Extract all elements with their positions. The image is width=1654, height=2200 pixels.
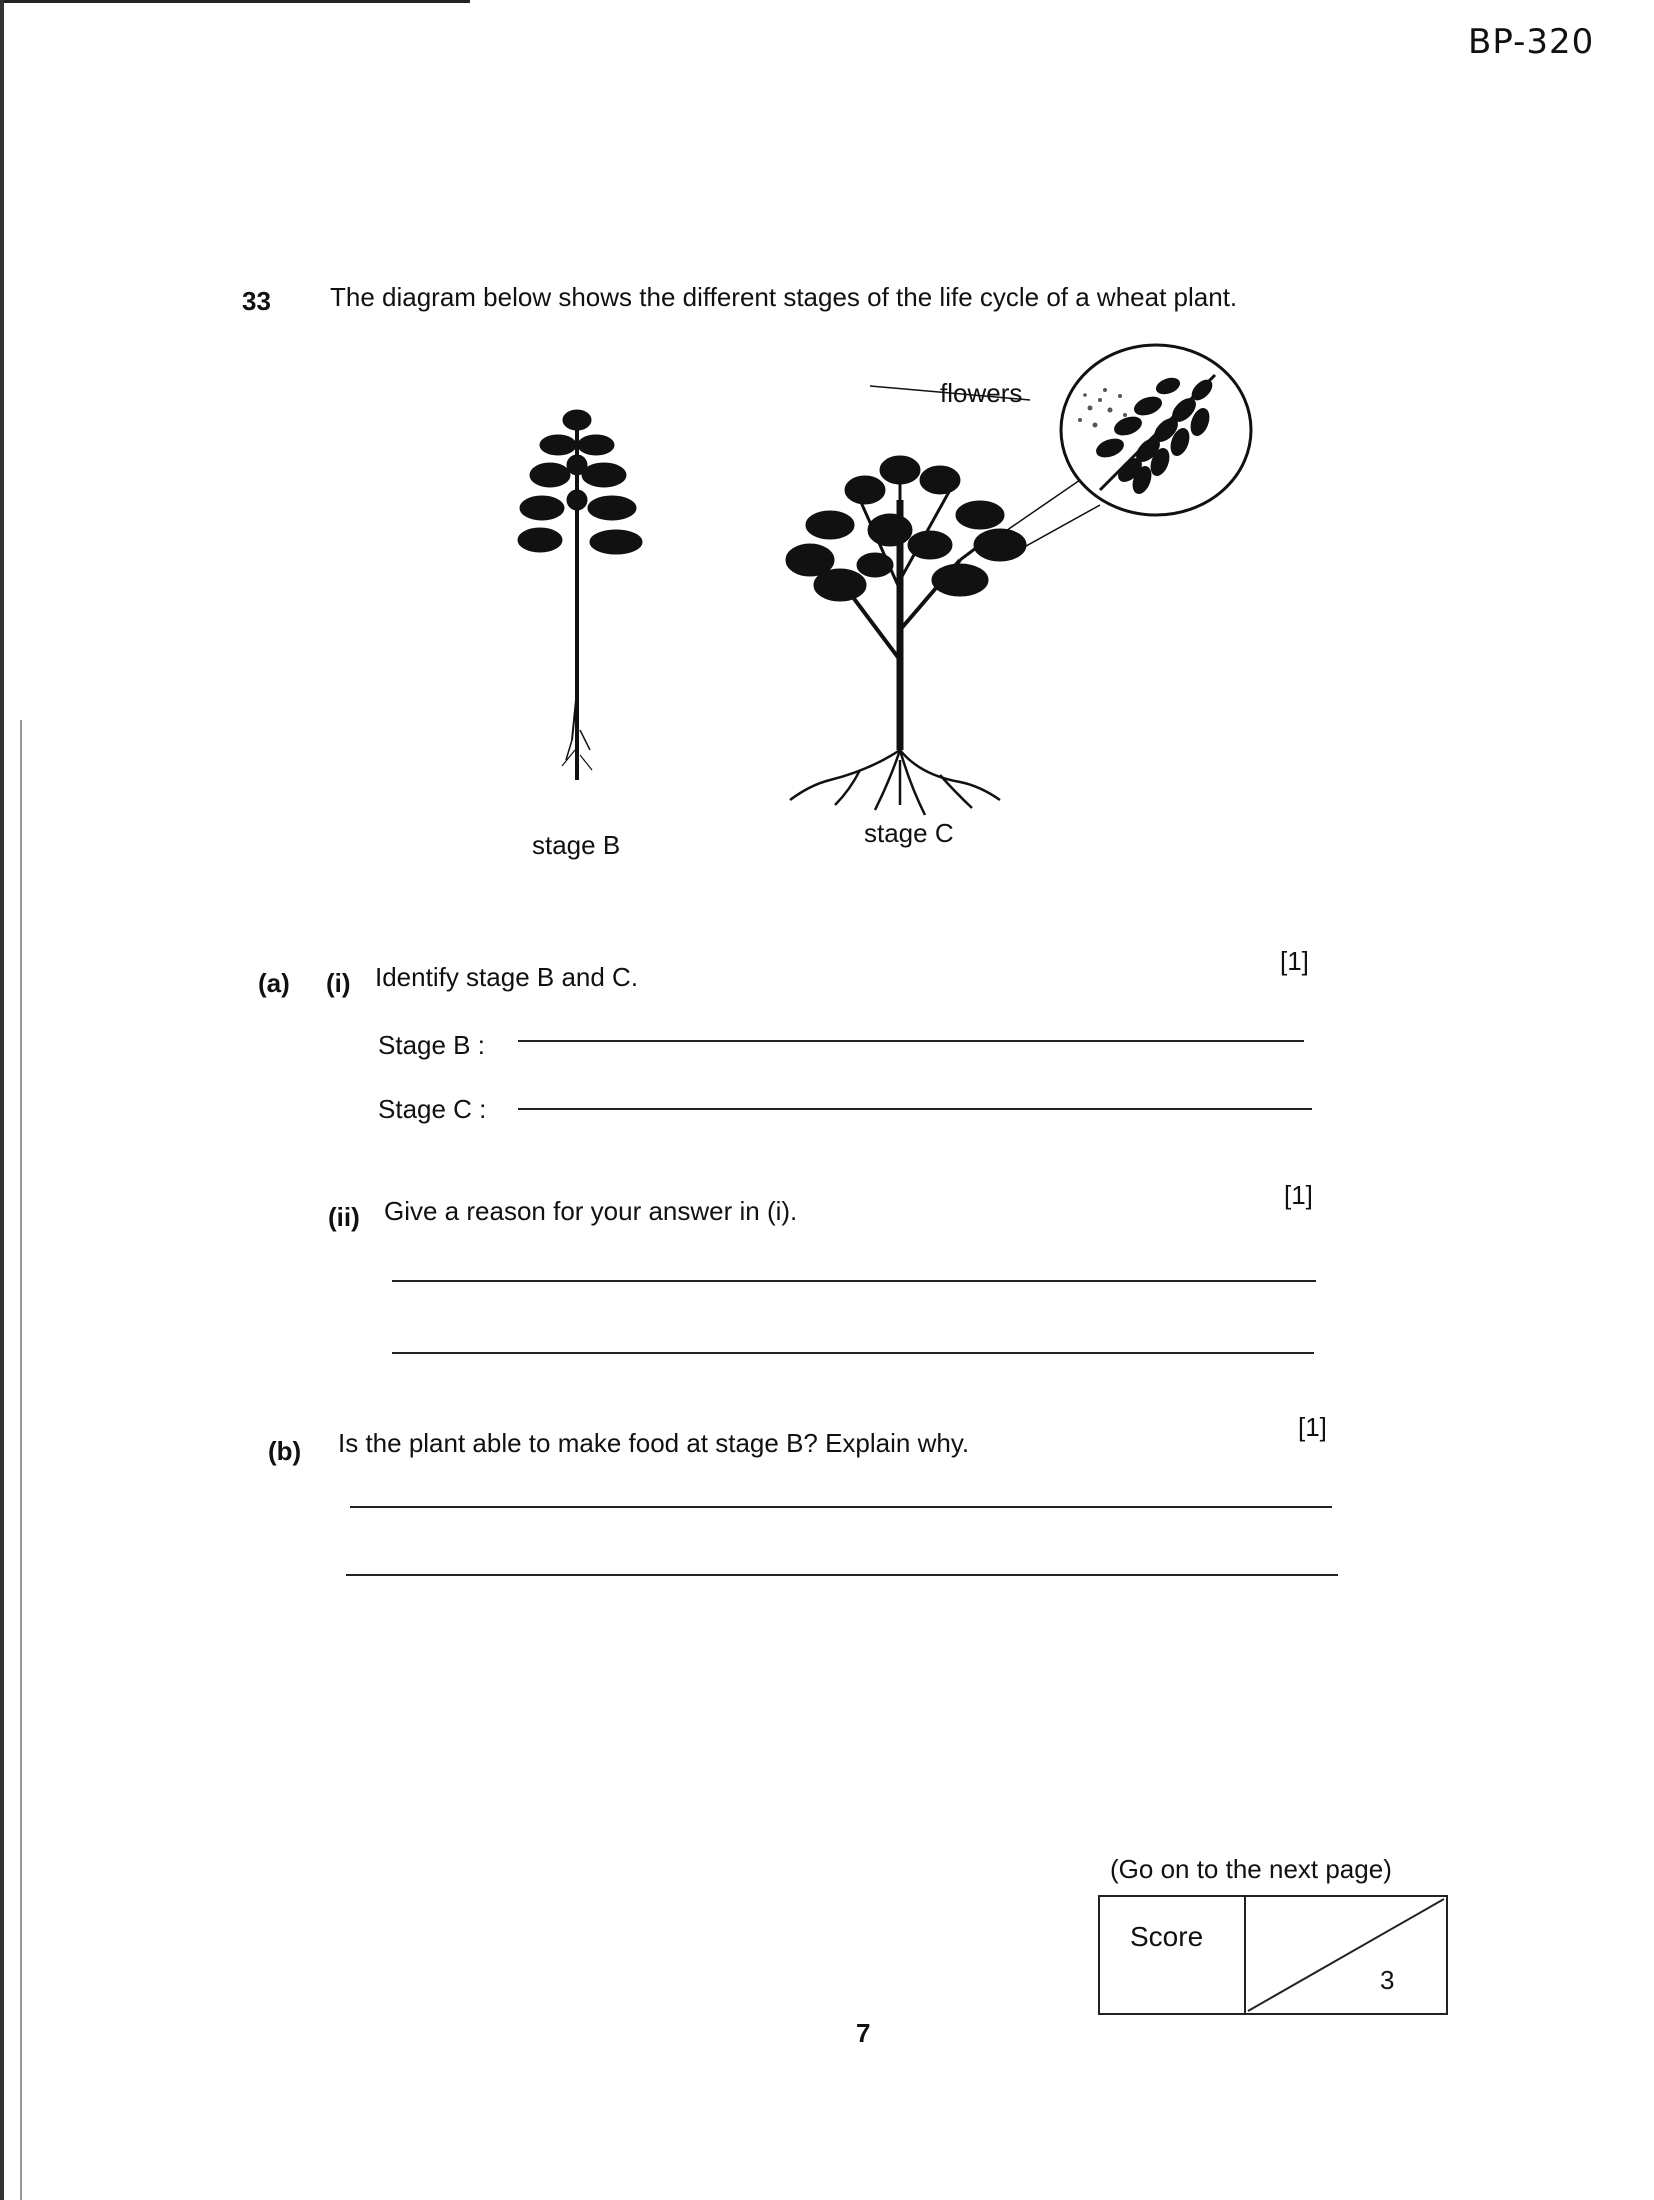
score-box <box>1098 1895 1448 2015</box>
stage-b-label: stage B <box>532 830 621 860</box>
part-a-ii-answer-line-2[interactable] <box>392 1352 1314 1354</box>
page-number: 7 <box>856 2018 871 2048</box>
left-edge-bar <box>0 0 4 2200</box>
part-b-text: Is the plant able to make food at stage B? Explain why. <box>338 1428 970 1458</box>
stage-c-answer-line[interactable] <box>518 1108 1312 1110</box>
part-a-ii-marks: [1] <box>1284 1180 1313 1210</box>
wheat-life-cycle-diagram <box>480 330 1320 870</box>
score-total: 3 <box>1380 1965 1395 1995</box>
part-a-i-label: (i) <box>326 968 351 998</box>
magnified-wheat-head <box>1094 375 1215 496</box>
document-code: BP-320 <box>1468 22 1595 62</box>
part-a-label: (a) <box>258 968 290 998</box>
part-a-ii-answer-line-1[interactable] <box>392 1280 1316 1282</box>
stage-b-answer-line[interactable] <box>518 1040 1304 1042</box>
question-number: 33 <box>242 286 271 316</box>
go-on-next-page: (Go on to the next page) <box>1110 1854 1392 1884</box>
stage-c-plant <box>786 456 1026 815</box>
stage-c-label: stage C <box>864 818 954 848</box>
score-label: Score <box>1130 1921 1204 1952</box>
part-b-marks: [1] <box>1298 1412 1327 1442</box>
stage-b-plant <box>518 410 642 780</box>
left-margin-line <box>20 720 22 2200</box>
part-a-i-text: Identify stage B and C. <box>375 962 639 992</box>
part-b-answer-line-1[interactable] <box>350 1506 1332 1508</box>
part-a-ii-text: Give a reason for your answer in (i). <box>384 1196 798 1226</box>
part-a-i-marks: [1] <box>1280 946 1309 976</box>
part-b-label: (b) <box>268 1436 302 1466</box>
part-b-answer-line-2[interactable] <box>346 1574 1338 1576</box>
part-a-ii-label: (ii) <box>328 1202 360 1232</box>
question-intro: The diagram below shows the different stages of the life cycle of a wheat plant. <box>330 282 1238 312</box>
score-diagonal <box>1246 1897 1446 2013</box>
stage-c-field-label: Stage C : <box>378 1094 487 1124</box>
stage-b-field-label: Stage B : <box>378 1030 485 1060</box>
flowers-label: flowers <box>940 378 1023 408</box>
score-label-cell <box>1100 1897 1246 2013</box>
flowers-magnifier <box>870 345 1251 555</box>
top-edge-line <box>0 0 470 3</box>
